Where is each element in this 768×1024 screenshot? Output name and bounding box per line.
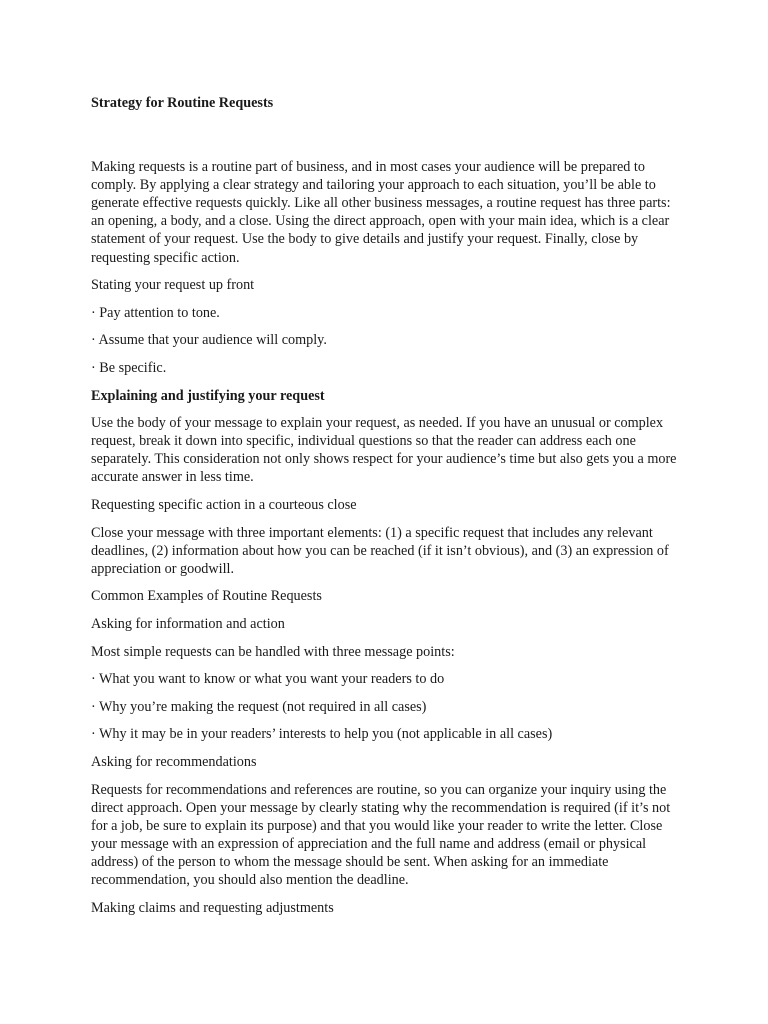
intro-paragraph: Making requests is a routine part of business, and in most cases your audience will be prepared to comply. By applying a clear strategy and tailoring your approach to each situation, you’ll be able to generate effective requests quickly. Like all other business messages, a routine request has three parts: an opening, a body, and a close. Using the direct approach, open with your main idea, which is a clear statement of your request. Use the body to give details and justify your request. Finally, close by requesting specific action. <box>91 159 671 266</box>
body-paragraph: Requests for recommendations and references are routine, so you can organize your inquiry using the direct approach. Open your message by clearly stating why the recommendation is required (if it’s not for a job, be sure to explain its purpose) and that you would like your reader to write the letter. Close your message with an expression of appreciation and the full name and address (email or physical address) of the person to whom the message should be sent. When asking for an immediate recommendation, you should also mention the deadline. <box>91 781 671 888</box>
section-heading-claims: Making claims and requesting adjustments <box>91 899 334 916</box>
section-heading-common-examples: Common Examples of Routine Requests <box>91 588 322 605</box>
bullet-item: · Assume that your audience will comply. <box>91 332 327 349</box>
section-heading-courteous-close: Requesting specific action in a courteous close <box>91 497 357 513</box>
body-paragraph: Use the body of your message to explain your request, as needed. If you have an unusual or complex request, break it down into specific, individual questions so that the reader can address each one separately. This consideration not only shows respect for your audience’s time but also gets you a more accurate answer in less time. <box>91 415 677 486</box>
section-heading-recommendations: Asking for recommendations <box>91 753 257 770</box>
section-heading-explaining-request: Explaining and justifying your request <box>91 387 325 404</box>
body-paragraph: Most simple requests can be handled with three message points: <box>91 643 455 660</box>
document-page <box>91 94 683 926</box>
section-heading-asking-information: Asking for information and action <box>91 615 285 632</box>
bullet-item: · Why you’re making the request (not required in all cases) <box>91 698 427 715</box>
body-paragraph: Close your message with three important elements: (1) a specific request that includes any relevant deadlines, (2) information about how you can be reached (if it isn’t obvious), and (3) an expression of appreciation or goodwill. <box>91 524 669 577</box>
bullet-item: · Why it may be in your readers’ interests to help you (not applicable in all cases) <box>91 726 553 743</box>
section-heading-stating-request: Stating your request up front <box>91 277 255 294</box>
document-title: Strategy for Routine Requests <box>91 95 274 111</box>
bullet-item: · Pay attention to tone. <box>91 304 220 321</box>
bullet-item: · Be specific. <box>91 359 167 376</box>
bullet-item: · What you want to know or what you want your readers to do <box>91 671 445 688</box>
